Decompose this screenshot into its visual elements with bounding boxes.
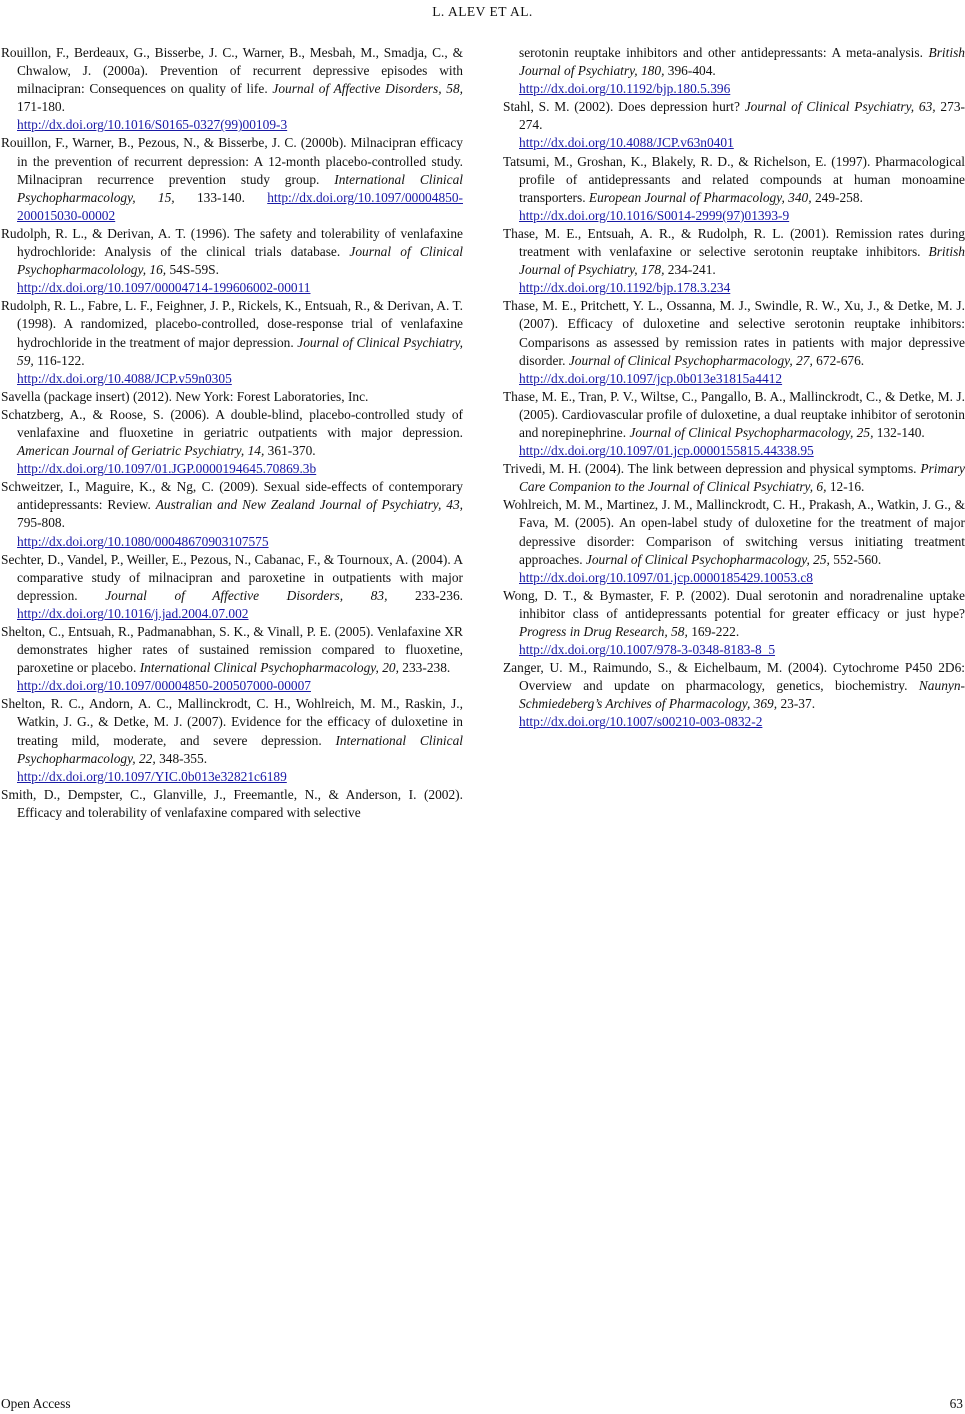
reference-entry [1, 406, 463, 478]
footer-open-access: Open Access [1, 1396, 71, 1411]
reference-journal: British Journal of Psychiatry, 178, [519, 244, 965, 278]
doi-link[interactable]: http://dx.doi.org/10.1192/bjp.180.5.396 [519, 81, 731, 97]
reference-text: Rudolph, R. L., Fabre, L. F., Feighner, J. P., Rickels, K., Entsuah, R., & Derivan, A. T. (1998). A randomized, placebo-controlled, dose-response trial of venlafaxine hydrochloride in the treatment of major depression. [1, 298, 463, 350]
reference-text: Zanger, U. M., Raimundo, S., & Eichelbaum, M. (2004). Cytochrome P450 2D6: Overview and update on pharmacology, genetics, biochemistry. [503, 660, 965, 694]
reference-pages: 396-404. [664, 63, 716, 79]
reference-text: Rudolph, R. L., & Derivan, A. T. (1996). The safety and tolerability of venlafaxine hydrochloride: Analysis of the clinical trials database. [1, 225, 463, 260]
reference-pages: 233-236. [387, 587, 463, 603]
references-left-column [1, 44, 463, 822]
doi-link[interactable]: http://dx.doi.org/10.1097/00004850-200015030-00002 [17, 189, 463, 223]
doi-link[interactable]: http://dx.doi.org/10.1192/bjp.178.3.234 [519, 280, 731, 296]
reference-text: Thase, M. E., Pritchett, Y. L., Ossanna, M. J., Swindle, R. W., Xu, J., & Detke, M. J. (2007). Efficacy of duloxetine and selective serotonin reuptake inhibitors: Comparisons as assessed by remission rates in patients with major depressive disorder. [503, 298, 965, 368]
doi-link[interactable]: http://dx.doi.org/10.1097/jcp.0b013e31815a4412 [519, 370, 783, 386]
reference-pages: 234-241. [664, 262, 716, 278]
reference-journal: British Journal of Psychiatry, 180, [519, 45, 965, 79]
reference-pages: 672-676. [812, 352, 865, 368]
reference-pages: 171-180. [17, 99, 65, 115]
reference-pages: 12-16. [826, 479, 865, 495]
reference-journal: Journal of Clinical Psychiatry, 59, [17, 334, 464, 368]
reference-entry [1, 478, 463, 550]
reference-text: Tatsumi, M., Groshan, K., Blakely, R. D., & Richelson, E. (1997). Pharmacological profile of antidepressants and related compounds at human monoamine transporters. [503, 153, 965, 205]
doi-link[interactable]: http://dx.doi.org/10.1097/YIC.0b013e32821c6189 [17, 768, 287, 784]
reference-entry [1, 134, 463, 224]
reference-journal: Journal of Affective Disorders, 58, [272, 81, 463, 97]
reference-pages: 361-370. [264, 443, 316, 459]
reference-pages: 23-37. [777, 696, 816, 712]
reference-text: Thase, M. E., Entsuah, A. R., & Rudolph, R. L. (2001). Remission rates during treatment with venlafaxine or selective serotonin reuptake inhibitors. [503, 225, 965, 260]
reference-pages: 169-222. [687, 624, 740, 639]
reference-entry [503, 587, 965, 659]
doi-link[interactable]: http://dx.doi.org/10.1007/s00210-003-0832-2 [519, 714, 763, 730]
reference-pages: 552-560. [829, 551, 882, 567]
reference-text: Wong, D. T., & Bymaster, F. P. (2002). Dual serotonin and noradrenaline uptake inhibitor class of antidepressants potential for greater efficacy or just hype? [503, 587, 965, 621]
reference-text: serotonin reuptake inhibitors and other antidepressants: A meta-analysis. [519, 45, 929, 60]
reference-journal: Australian and New Zealand Journal of Psychiatry, 43, [155, 497, 463, 513]
reference-pages: 348-355. [155, 750, 208, 766]
reference-entry [1, 786, 463, 822]
page-number: 63 [949, 1396, 963, 1411]
reference-text: Shelton, C., Entsuah, R., Padmanabhan, S. K., & Vinall, P. E. (2005). Venlafaxine XR demonstrates higher rates of sustained remission compared to fluoxetine, paroxetine or placebo. [1, 624, 463, 676]
reference-entry [503, 225, 965, 297]
reference-entry [503, 44, 965, 98]
reference-text: Rouillon, F., Berdeaux, G., Bisserbe, J. C., Warner, B., Mesbah, M., Smadja, C., & Chwalow, J. (2000a). Prevention of recurrent depressive episodes with milnacipran: Consequences on quality of life. [1, 45, 463, 97]
doi-link[interactable]: http://dx.doi.org/10.1097/00004714-199606002-00011 [17, 280, 311, 296]
reference-text: Schatzberg, A., & Roose, S. (2006). A double-blind, placebo-controlled study of venlafaxine and fluoxetine in geriatric outpatients with major depression. [1, 406, 463, 440]
doi-link[interactable]: http://dx.doi.org/10.4088/JCP.v63n0401 [519, 135, 734, 151]
reference-text: Wohlreich, M. M., Martinez, J. M., Mallinckrodt, C. H., Prakash, A., Watkin, J. G., & Fava, M. (2005). An open-label study of duloxetine for the treatment of major depressive disorder: Comparison of switching versus initiating treatment approaches. [503, 497, 965, 567]
reference-journal: International Clinical Psychopharmacology, 20, [139, 660, 399, 676]
reference-text: Sechter, D., Vandel, P., Weiller, E., Pezous, N., Cabanac, F., & Tournoux, A. (2004). A comparative study of milnacipran and paroxetine in outpatients with major depression. [1, 551, 463, 603]
reference-pages: 233-238. [398, 660, 451, 676]
running-header: L. ALEV ET AL. [432, 4, 533, 19]
reference-entry [503, 388, 965, 460]
references-right-column [503, 44, 965, 732]
reference-text: Rouillon, F., Warner, B., Pezous, N., & Bisserbe, J. C. (2000b). Milnacipran efficacy in the prevention of recurrent depression: A 12-month placebo-controlled study. Milnacipran recurrence prevention study group. [1, 135, 463, 187]
doi-link[interactable]: http://dx.doi.org/10.1016/S0014-2999(97)01393-9 [519, 207, 790, 223]
reference-journal: International Clinical Psychopharmacology, 15, [17, 171, 463, 205]
reference-journal: Journal of Clinical Psychopharmacology, 25, [585, 551, 830, 567]
reference-text: Thase, M. E., Tran, P. V., Wiltse, C., Pangallo, B. A., Mallinckrodt, C., & Detke, M. J. (2005). Cardiovascular profile of duloxetine, a dual reuptake inhibitor of serotonin and norepinephrine. [503, 388, 965, 440]
reference-entry [1, 695, 463, 785]
reference-entry [503, 153, 965, 225]
reference-text: Savella (package insert) (2012). New York: Forest Laboratories, Inc. [1, 388, 369, 404]
reference-pages: 133-140. [174, 189, 268, 205]
reference-journal: Journal of Clinical Psychopharmacology, 27, [568, 352, 813, 368]
reference-entry [1, 623, 463, 695]
reference-text: Stahl, S. M. (2002). Does depression hurt? [503, 99, 745, 115]
reference-pages: 249-258. [811, 189, 863, 205]
doi-link[interactable]: http://dx.doi.org/10.1016/S0165-0327(99)00109-3 [17, 117, 288, 133]
reference-journal: American Journal of Geriatric Psychiatry, 14, [17, 443, 265, 459]
reference-entry [503, 659, 965, 731]
reference-pages: 273-274. [519, 99, 965, 133]
reference-entry [1, 388, 463, 406]
reference-journal: Journal of Affective Disorders, 83, [105, 587, 388, 603]
reference-pages: 795-808. [17, 515, 65, 531]
reference-journal: Primary Care Companion to the Journal of Clinical Psychiatry, 6, [519, 461, 965, 495]
doi-link[interactable]: http://dx.doi.org/10.1097/01.jcp.0000185429.10053.c8 [519, 569, 813, 585]
reference-journal: Naunyn-Schmiedeberg’s Archives of Pharmacology, 369, [519, 678, 965, 712]
reference-text: Schweitzer, I., Maguire, K., & Ng, C. (2009). Sexual side-effects of contemporary antidepressants: Review. [1, 479, 463, 513]
reference-text: Trivedi, M. H. (2004). The link between depression and physical symptoms. [503, 461, 921, 477]
doi-link[interactable]: http://dx.doi.org/10.1016/j.jad.2004.07.002 [17, 605, 249, 621]
reference-text: Smith, D., Dempster, C., Glanville, J., Freemantle, N., & Anderson, I. (2002). Efficacy and tolerability of venlafaxine compared with selective [1, 786, 463, 820]
reference-entry [1, 297, 463, 387]
reference-journal: Journal of Clinical Psychopharmacolology, 16, [17, 244, 463, 278]
reference-journal: European Journal of Pharmacology, 340, [588, 189, 812, 205]
doi-link[interactable]: http://dx.doi.org/10.4088/JCP.v59n0305 [17, 370, 232, 386]
reference-pages: 132-140. [873, 424, 925, 440]
doi-link[interactable]: http://dx.doi.org/10.1007/978-3-0348-8183-8_5 [519, 642, 776, 658]
reference-journal: Journal of Clinical Psychiatry, 63, [744, 99, 936, 115]
reference-entry [1, 551, 463, 623]
doi-link[interactable]: http://dx.doi.org/10.1080/00048670903107575 [17, 533, 269, 549]
reference-entry [503, 297, 965, 387]
reference-entry [503, 496, 965, 586]
reference-entry [1, 225, 463, 297]
reference-entry [1, 44, 463, 134]
reference-pages: 54S-59S. [166, 262, 219, 278]
reference-pages: 116-122. [33, 352, 85, 368]
reference-entry [503, 460, 965, 496]
reference-journal: Progress in Drug Research, 58, [519, 624, 688, 639]
reference-text: Shelton, R. C., Andorn, A. C., Mallinckrodt, C. H., Wohlreich, M. M., Raskin, J., Watkin, J. G., & Detke, M. J. (2007). Evidence for the efficacy of duloxetine in treating mild, moderate, and severe depression. [1, 696, 463, 748]
reference-entry [503, 98, 965, 152]
doi-link[interactable]: http://dx.doi.org/10.1097/01.JGP.0000194645.70869.3b [17, 461, 317, 477]
reference-journal: International Clinical Psychopharmacology, 22, [17, 732, 463, 766]
doi-link[interactable]: http://dx.doi.org/10.1097/01.jcp.0000155815.44338.95 [519, 443, 814, 459]
doi-link[interactable]: http://dx.doi.org/10.1097/00004850-200507000-00007 [17, 678, 311, 694]
reference-journal: Journal of Clinical Psychopharmacology, 25, [629, 424, 874, 440]
